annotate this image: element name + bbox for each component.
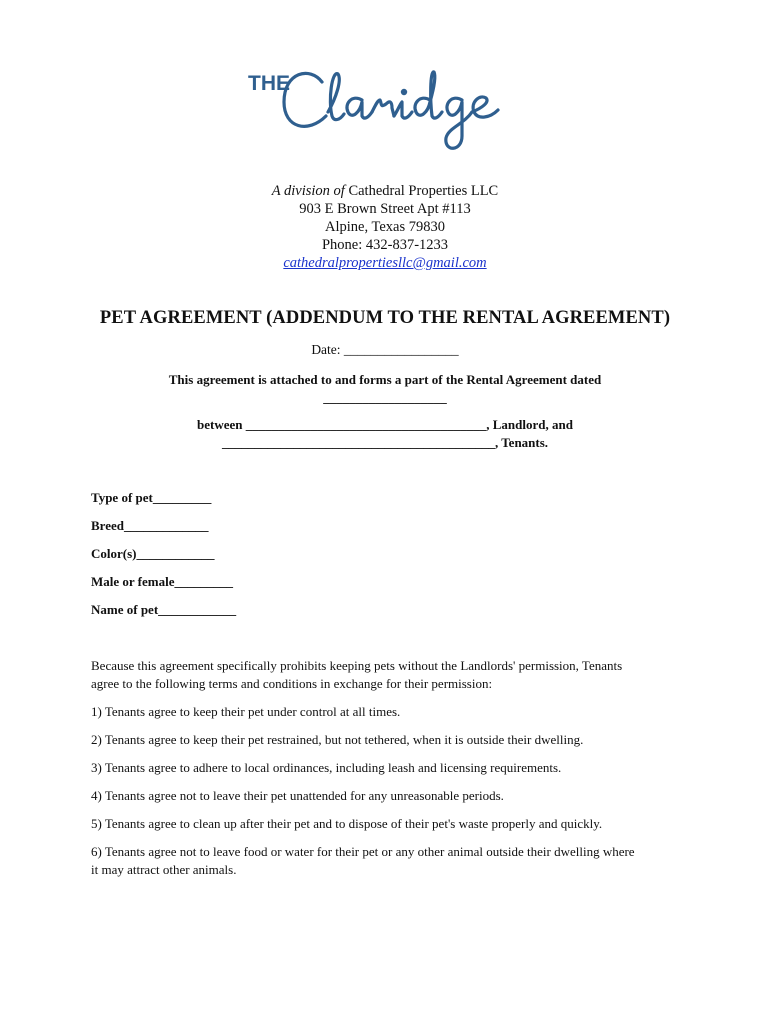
term-1: 1) Tenants agree to keep their pet under control at all times. bbox=[91, 704, 401, 719]
term-3: 3) Tenants agree to adhere to local ordinances, including leash and licensing requirements. bbox=[91, 760, 562, 775]
attached-line-2: ___________________ bbox=[323, 390, 447, 405]
email-link[interactable]: cathedralpropertiesllc@gmail.com bbox=[283, 255, 487, 271]
intro-line-2: agree to the following terms and conditions in exchange for their permission: bbox=[91, 676, 493, 691]
term-6-line-2: it may attract other animals. bbox=[91, 862, 237, 877]
between-line-2: __________________________________________, Tenants. bbox=[221, 435, 549, 450]
logo-script-text: Claridge bbox=[390, 165, 394, 166]
city-state-zip: Alpine, Texas 79830 bbox=[325, 219, 445, 235]
intro-paragraph bbox=[91, 657, 691, 693]
field-colors: Color(s)____________ bbox=[91, 546, 215, 561]
term-2: 2) Tenants agree to keep their pet restrained, but not tethered, when it is outside their dwelling. bbox=[91, 732, 584, 747]
logo-prefix: THE bbox=[248, 72, 290, 95]
term-5: 5) Tenants agree to clean up after their pet and to dispose of their pet's waste properly and quickly. bbox=[91, 816, 603, 831]
attached-line-1: This agreement is attached to and forms a part of the Rental Agreement dated bbox=[168, 372, 602, 387]
term-4: 4) Tenants agree not to leave their pet unattended for any unreasonable periods. bbox=[91, 788, 504, 803]
division-line bbox=[0, 182, 770, 200]
document-title: PET AGREEMENT (ADDENDUM TO THE RENTAL AGREEMENT) bbox=[99, 308, 671, 328]
field-breed: Breed_____________ bbox=[91, 518, 209, 533]
between-line-1: between _____________________________________, Landlord, and bbox=[197, 417, 573, 432]
claridge-logo bbox=[240, 60, 540, 170]
intro-line-1: Because this agreement specifically prohibits keeping pets without the Landlords' permission, Tenants bbox=[91, 658, 623, 673]
address-block bbox=[0, 182, 770, 272]
division-prefix: A division of bbox=[271, 183, 345, 199]
field-male-or-female: Male or female_________ bbox=[91, 574, 233, 589]
claridge-logo-graphic bbox=[240, 60, 540, 170]
phone-number: Phone: 432-837-1233 bbox=[321, 237, 449, 253]
field-name-of-pet: Name of pet____________ bbox=[91, 602, 237, 617]
date-line: Date: _________________ bbox=[311, 342, 459, 357]
company-name: Cathedral Properties LLC bbox=[348, 183, 499, 199]
field-type-of-pet: Type of pet_________ bbox=[91, 490, 212, 505]
street-address: 903 E Brown Street Apt #113 bbox=[299, 201, 471, 217]
term-6-line-1: 6) Tenants agree not to leave food or water for their pet or any other animal outside their dwelling where bbox=[91, 844, 635, 859]
term-6 bbox=[91, 843, 691, 879]
